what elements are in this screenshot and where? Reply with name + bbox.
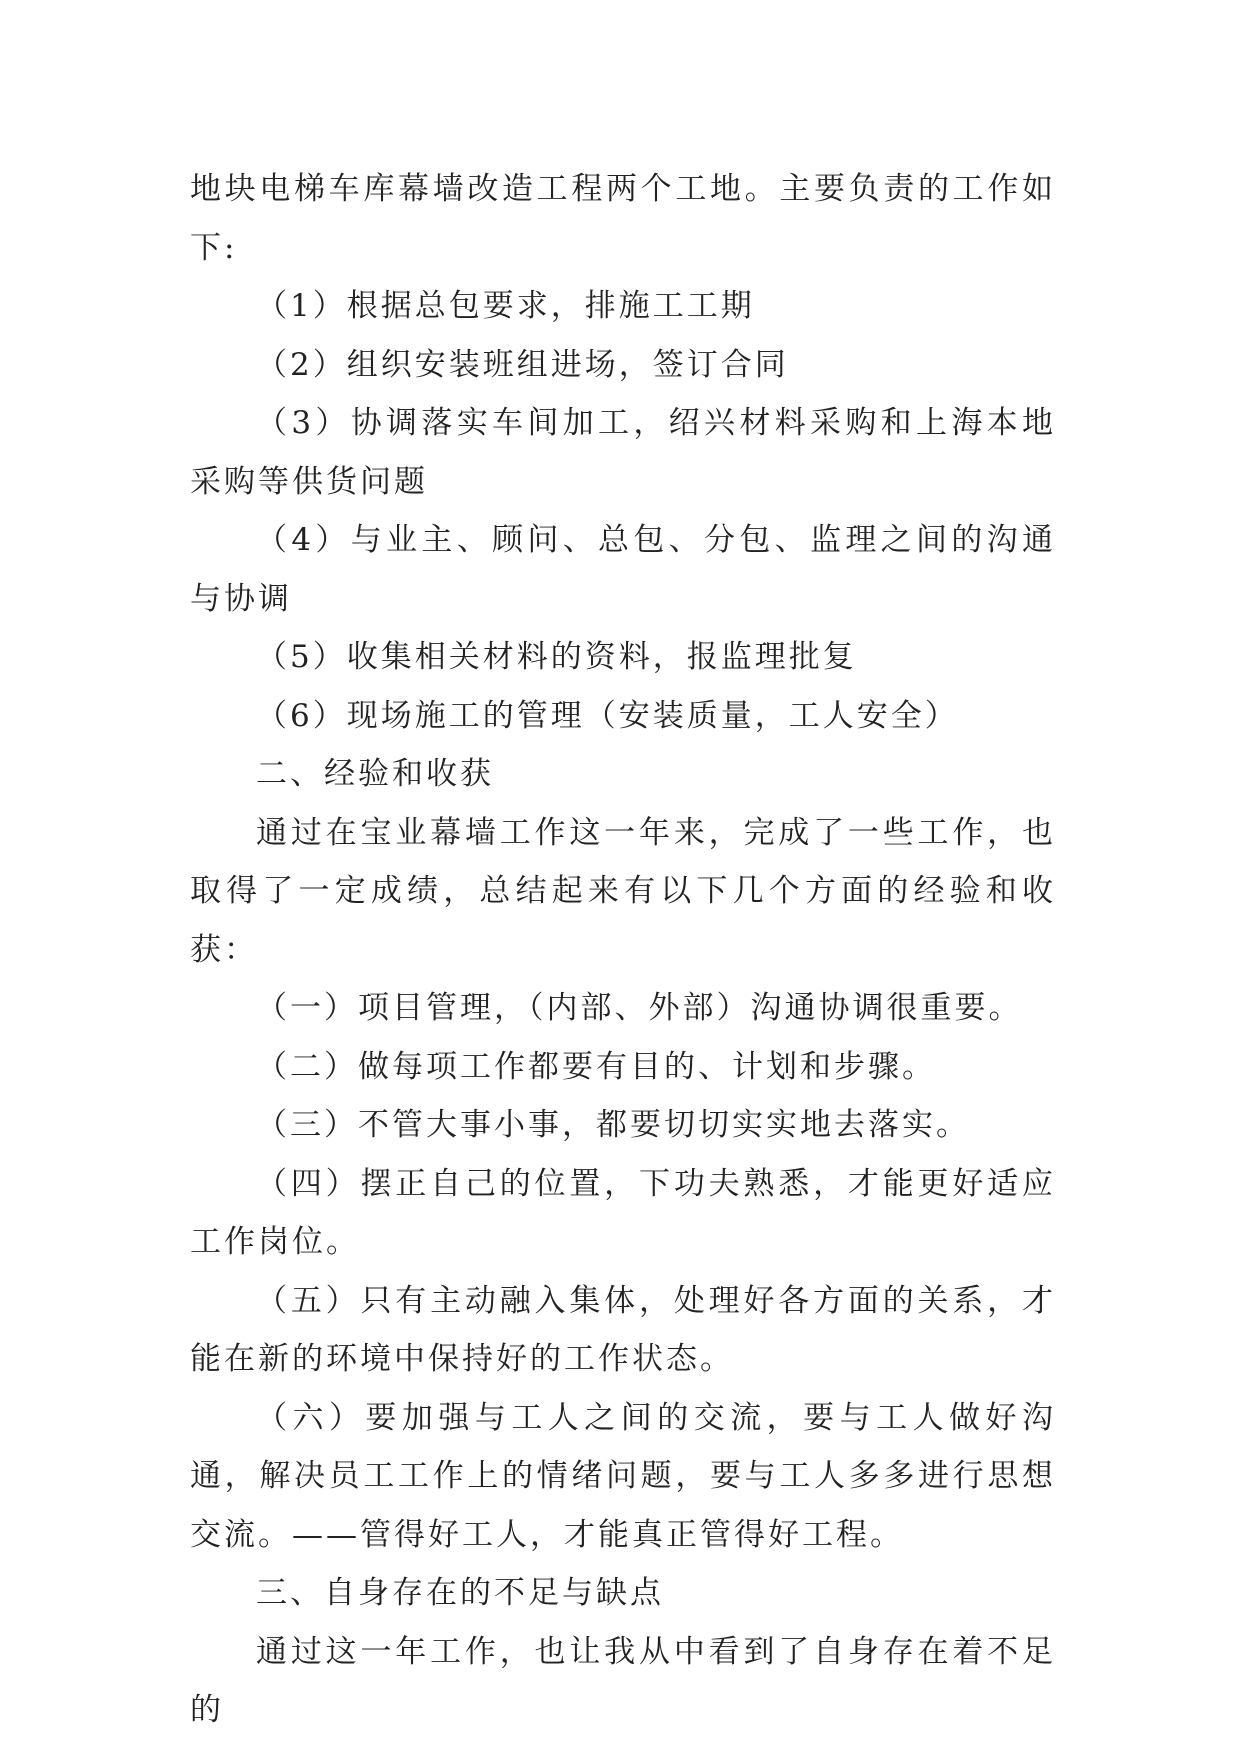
paragraph-lesson-3: （三）不管大事小事，都要切切实实地去落实。 xyxy=(256,1107,970,1143)
paragraph-experience-intro: 通过在宝业幕墙工作这一年来，完成了一些工作，也取得了一定成绩，总结起来有以下几个方面的经验和收获： xyxy=(190,814,1056,968)
paragraph-continuation: 地块电梯车库幕墙改造工程两个工地。主要负责的工作如下: xyxy=(190,171,1056,266)
paragraph-task-4: （4）与业主、顾问、总包、分包、监理之间的沟通与协调 xyxy=(190,522,1056,617)
paragraph-lesson-5: （五）只有主动融入集体，处理好各方面的关系，才能在新的环境中保持好的工作状态。 xyxy=(190,1282,1056,1377)
paragraph-lesson-6: （六）要加强与工人之间的交流，要与工人做好沟通，解决员工工作上的情绪问题，要与工人多多进行思想交流。——管得好工人，才能真正管得好工程。 xyxy=(190,1399,1056,1553)
paragraph-task-3: （3）协调落实车间加工，绍兴材料采购和上海本地采购等供货问题 xyxy=(190,405,1056,500)
section-heading-experience: 二、经验和收获 xyxy=(256,756,494,792)
paragraph-shortcomings-intro: 通过这一年工作，也让我从中看到了自身存在着不足的 xyxy=(190,1633,1056,1728)
paragraph-lesson-2: （二）做每项工作都要有目的、计划和步骤。 xyxy=(256,1048,936,1085)
paragraph-lesson-4: （四）摆正自己的位置，下功夫熟悉，才能更好适应工作岗位。 xyxy=(190,1165,1056,1260)
paragraph-lesson-1: （一）项目管理，（内部、外部）沟通协调很重要。 xyxy=(256,990,1023,1026)
section-heading-shortcomings: 三、自身存在的不足与缺点 xyxy=(256,1575,664,1611)
paragraph-task-2: （2）组织安装班组进场，签订合同 xyxy=(256,346,789,383)
paragraph-task-6: （6）现场施工的管理（安装质量，工人安全） xyxy=(256,697,959,734)
paragraph-task-5: （5）收集相关材料的资料，报监理批复 xyxy=(256,639,857,675)
document-body xyxy=(190,160,1056,1740)
paragraph-task-1: （1）根据总包要求，排施工工期 xyxy=(256,288,755,324)
